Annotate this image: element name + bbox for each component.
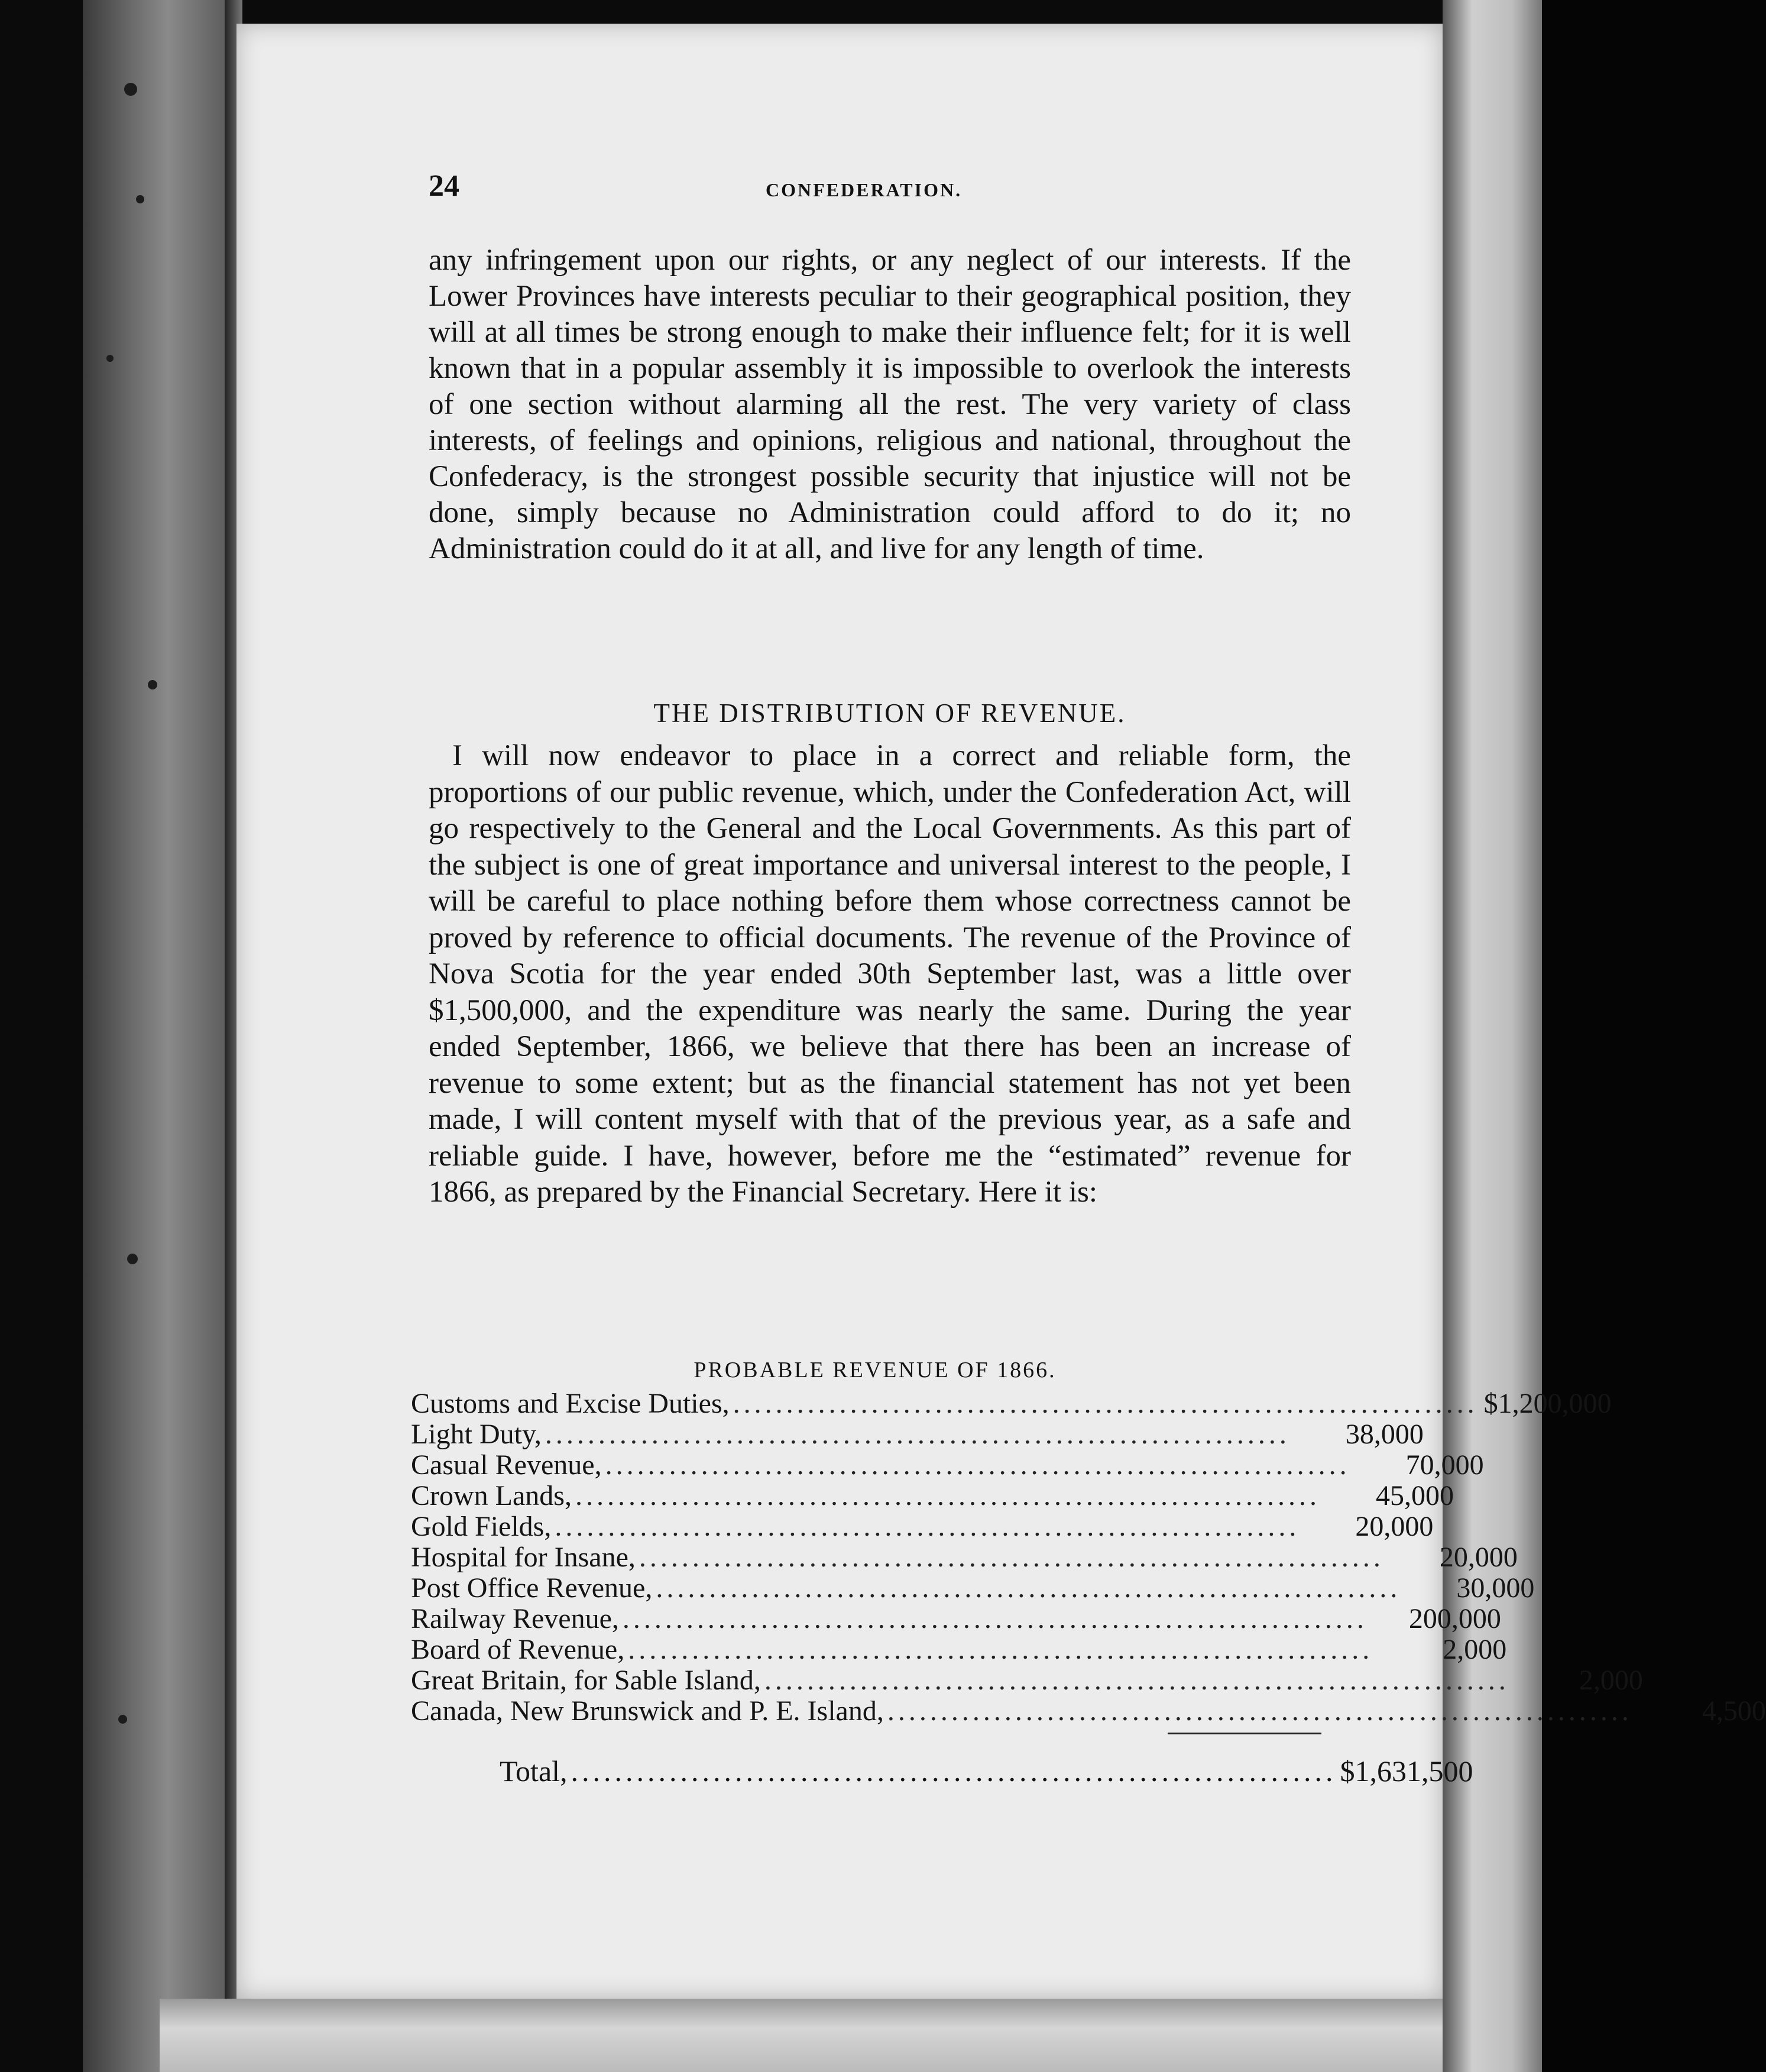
revenue-item-label: Canada, New Brunswick and P. E. Island, (411, 1695, 884, 1727)
revenue-item-amount: 38,000 (1345, 1419, 1424, 1450)
revenue-item-label: Crown Lands, (411, 1480, 572, 1511)
revenue-item-label: Railway Revenue, (411, 1603, 619, 1634)
table-row (411, 1388, 1612, 1419)
leader-dots: ...................................................................... (656, 1572, 1401, 1604)
foxing-spot (127, 1254, 138, 1264)
table-row (411, 1572, 1535, 1604)
revenue-item-label: Hospital for Insane, (411, 1542, 636, 1573)
table-row (411, 1449, 1484, 1481)
leader-dots: ...................................................................... (733, 1388, 1478, 1419)
leader-dots: ...................................................................... (571, 1754, 1337, 1788)
revenue-item-label: Casual Revenue, (411, 1449, 602, 1481)
foxing-spot (124, 83, 137, 96)
leader-dots: ...................................................................... (555, 1511, 1300, 1542)
revenue-item-label: Customs and Excise Duties, (411, 1388, 730, 1419)
table-row (411, 1480, 1454, 1511)
table-row (411, 1419, 1424, 1450)
page-header (429, 169, 1023, 216)
foxing-spot (106, 355, 114, 362)
leader-dots: ...................................................................... (639, 1542, 1384, 1573)
opening-paragraph-block (429, 242, 1351, 567)
leader-dots: ...................................................................... (764, 1665, 1509, 1696)
revenue-item-amount: 200,000 (1408, 1603, 1501, 1634)
running-head: CONFEDERATION. (766, 179, 963, 200)
revenue-item-label: Gold Fields, (411, 1511, 552, 1542)
revenue-item-label: Great Britain, for Sable Island, (411, 1665, 761, 1696)
foxing-spot (118, 1715, 127, 1724)
revenue-item-amount: 20,000 (1355, 1511, 1434, 1542)
leader-dots: ...................................................................... (887, 1695, 1632, 1727)
leader-dots: ...................................................................... (605, 1449, 1350, 1481)
table-row (411, 1603, 1501, 1634)
revenue-table (411, 1388, 1766, 1727)
book-binding (83, 0, 225, 2072)
foxing-spot (148, 680, 157, 689)
revenue-item-amount: 45,000 (1375, 1480, 1454, 1511)
revenue-item-amount: $1,200,000 (1483, 1388, 1612, 1419)
revenue-table-title: PROBABLE REVENUE OF 1866. (694, 1358, 1057, 1383)
table-row (411, 1634, 1507, 1665)
leader-dots: ...................................................................... (622, 1603, 1368, 1634)
paragraph: any infringement upon our rights, or any neglect of our interests. If the Lower Provinces have interests peculiar to their geographical position, they will at all times be strong enough to make their influence felt; for it is well known that in a popular assembly it is impossible to overlook the interests of one section without alarming all the rest. The very variety of class interests, of feelings and opinions, religious and national, throughout the Confederacy, is the strongest possible security that injustice will not be done, simply because no Administration could afford to do it; no Administration could do it at all, and live for any length of time. (429, 244, 1351, 565)
total-rule (1168, 1733, 1321, 1734)
leader-dots: ...................................................................... (575, 1480, 1320, 1511)
page-number: 24 (429, 169, 459, 203)
leader-dots: ...................................................................... (545, 1419, 1290, 1450)
revenue-item-label: Post Office Revenue, (411, 1572, 653, 1604)
table-row (411, 1511, 1434, 1542)
table-row (411, 1695, 1766, 1727)
section-paragraph-block (429, 738, 1351, 1211)
revenue-item-amount: 70,000 (1405, 1449, 1484, 1481)
table-row (411, 1542, 1518, 1573)
page-bottom-edge (160, 1999, 1443, 2072)
leader-dots: ...................................................................... (628, 1634, 1373, 1665)
paragraph: I will now endeavor to place in a correct and reliable form, the proportions of our public revenue, which, under the Confederation Act, will go respectively to the General and the Local Governments. As this part of the subject is one of great importance and universal interest to the people, I will be careful to place nothing before them whose correctness cannot be proved by reference to official documents. The revenue of the Province of Nova Scotia for the year ended 30th September last, was a little over $1,500,000, and the expenditure was nearly the same. During the year ended September, 1866, we believe that there has been an increase of revenue to some extent; but as the financial statement has not yet been made, I will content myself with that of the previous year, as a safe and reliable guide. I have, however, before me the “estimated” revenue for 1866, as prepared by the Financial Secretary. Here it is: (429, 739, 1351, 1209)
revenue-item-label: Board of Revenue, (411, 1634, 625, 1665)
table-row (411, 1665, 1643, 1696)
section-heading: THE DISTRIBUTION OF REVENUE. (653, 698, 1126, 728)
revenue-item-amount: 30,000 (1456, 1572, 1535, 1604)
revenue-item-amount: 2,000 (1579, 1665, 1643, 1696)
total-row (500, 1754, 1473, 1788)
revenue-item-amount: 2,000 (1443, 1634, 1507, 1665)
foxing-spot (136, 195, 144, 203)
total-label: Total, (500, 1754, 568, 1788)
revenue-item-label: Light Duty, (411, 1419, 542, 1450)
revenue-item-amount: 4,500 (1702, 1695, 1766, 1727)
revenue-item-amount: 20,000 (1439, 1542, 1518, 1573)
total-amount: $1,631,500 (1340, 1754, 1473, 1788)
